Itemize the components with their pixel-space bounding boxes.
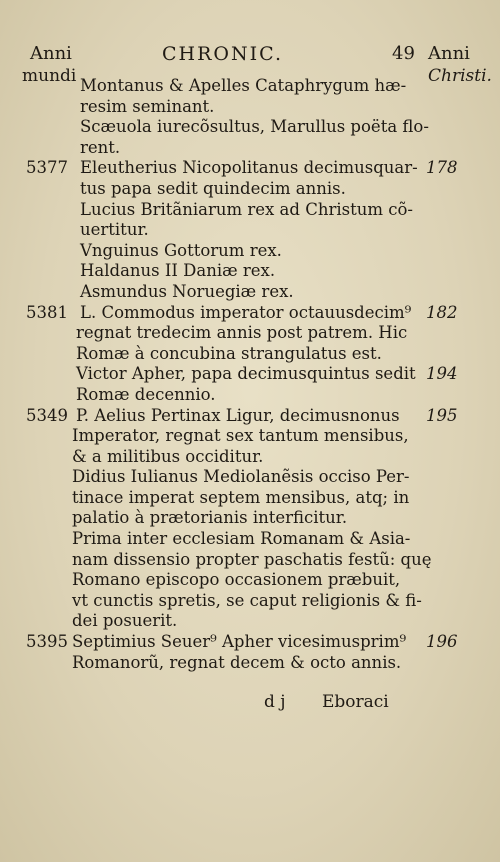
text-line bbox=[0, 653, 500, 674]
header-anni-left: Anni bbox=[30, 43, 72, 64]
anno-christi-year: 195 bbox=[426, 405, 458, 425]
line-text: Scæuola iurecõsultus, Marullus poëta flo- bbox=[80, 117, 429, 137]
text-line bbox=[0, 138, 500, 159]
line-text: Victor Apher, papa decimusquintus sedit bbox=[76, 364, 416, 384]
anno-mundi-year: 5381 bbox=[26, 302, 68, 322]
text-line bbox=[0, 117, 500, 138]
anno-christi-year: 182 bbox=[426, 302, 458, 322]
text-line bbox=[0, 241, 500, 262]
signature-mark: d j bbox=[264, 692, 286, 712]
text-line bbox=[0, 76, 500, 97]
text-line bbox=[0, 508, 500, 529]
text-line bbox=[0, 591, 500, 612]
text-line bbox=[0, 385, 500, 406]
page-number: 49 bbox=[392, 43, 415, 64]
text-line bbox=[0, 220, 500, 241]
line-text: Didius Iulianus Mediolanẽsis occiso Per- bbox=[72, 467, 410, 487]
catchword: Eboraci bbox=[322, 692, 389, 712]
line-text: Romanorũ, regnat decem & octo annis. bbox=[72, 652, 402, 672]
anno-christi-year: 194 bbox=[426, 364, 458, 384]
chronicle-text bbox=[0, 76, 500, 673]
line-text: rent. bbox=[80, 137, 121, 157]
text-line bbox=[0, 303, 500, 324]
header-anni-right: Anni bbox=[428, 43, 470, 64]
text-line bbox=[0, 179, 500, 200]
line-text: nam dissensio propter paschatis festũ: quę bbox=[72, 549, 432, 569]
text-line bbox=[0, 158, 500, 179]
text-line bbox=[0, 323, 500, 344]
line-text: regnat tredecim annis post patrem. Hic bbox=[76, 323, 408, 343]
text-line bbox=[0, 426, 500, 447]
text-line bbox=[0, 282, 500, 303]
line-text: dei posuerit. bbox=[72, 611, 178, 631]
text-line bbox=[0, 344, 500, 365]
line-text: Asmundus Noruegiæ rex. bbox=[80, 281, 294, 301]
line-text: Imperator, regnat sex tantum mensibus, bbox=[72, 426, 409, 446]
line-text: Vnguinus Gottorum rex. bbox=[80, 240, 282, 260]
line-text: tinace imperat septem mensibus, atq; in bbox=[72, 487, 410, 507]
anno-christi-year: 178 bbox=[426, 158, 458, 178]
header-christi: Christi. bbox=[428, 66, 492, 86]
text-line bbox=[0, 632, 500, 653]
line-text: resim seminant. bbox=[80, 96, 215, 116]
text-line bbox=[0, 200, 500, 221]
line-text: Romæ à concubina strangulatus est. bbox=[76, 343, 382, 363]
text-line bbox=[0, 488, 500, 509]
text-line bbox=[0, 406, 500, 427]
anno-christi-year: 196 bbox=[426, 632, 458, 652]
header-mundi: mundi bbox=[22, 66, 77, 86]
running-title: CHRONIC. bbox=[162, 43, 284, 65]
line-text: Haldanus II Daniæ rex. bbox=[80, 261, 276, 281]
text-line bbox=[0, 261, 500, 282]
text-line bbox=[0, 447, 500, 468]
text-line bbox=[0, 467, 500, 488]
line-text: L. Commodus imperator octauusdecim⁹ bbox=[80, 302, 412, 322]
anno-mundi-year: 5395 bbox=[26, 632, 68, 652]
line-text: vt cunctis spretis, se caput religionis & fi- bbox=[72, 590, 422, 610]
line-text: Montanus & Apelles Cataphrygum hæ- bbox=[80, 76, 407, 95]
line-text: tus papa sedit quindecim annis. bbox=[80, 178, 346, 198]
text-line bbox=[0, 570, 500, 591]
line-text: Septimius Seuer⁹ Apher vicesimusprim⁹ bbox=[72, 632, 407, 652]
line-text: P. Aelius Pertinax Ligur, decimusnonus bbox=[76, 405, 400, 425]
anno-mundi-year: 5349 bbox=[26, 405, 68, 425]
line-text: Prima inter ecclesiam Romanam & Asia- bbox=[72, 529, 411, 549]
text-line bbox=[0, 550, 500, 571]
text-line bbox=[0, 364, 500, 385]
line-text: & a militibus occiditur. bbox=[72, 446, 264, 466]
line-text: Romæ decennio. bbox=[76, 384, 216, 404]
line-text: Eleutherius Nicopolitanus decimusquar- bbox=[80, 158, 418, 178]
text-line bbox=[0, 97, 500, 118]
text-line bbox=[0, 529, 500, 550]
line-text: palatio à prætorianis interficitur. bbox=[72, 508, 348, 528]
line-text: uertitur. bbox=[80, 220, 149, 240]
text-line bbox=[0, 611, 500, 632]
line-text: Lucius Britãniarum rex ad Christum cõ- bbox=[80, 199, 413, 219]
anno-mundi-year: 5377 bbox=[26, 158, 68, 178]
line-text: Romano episcopo occasionem præbuit, bbox=[72, 570, 401, 590]
